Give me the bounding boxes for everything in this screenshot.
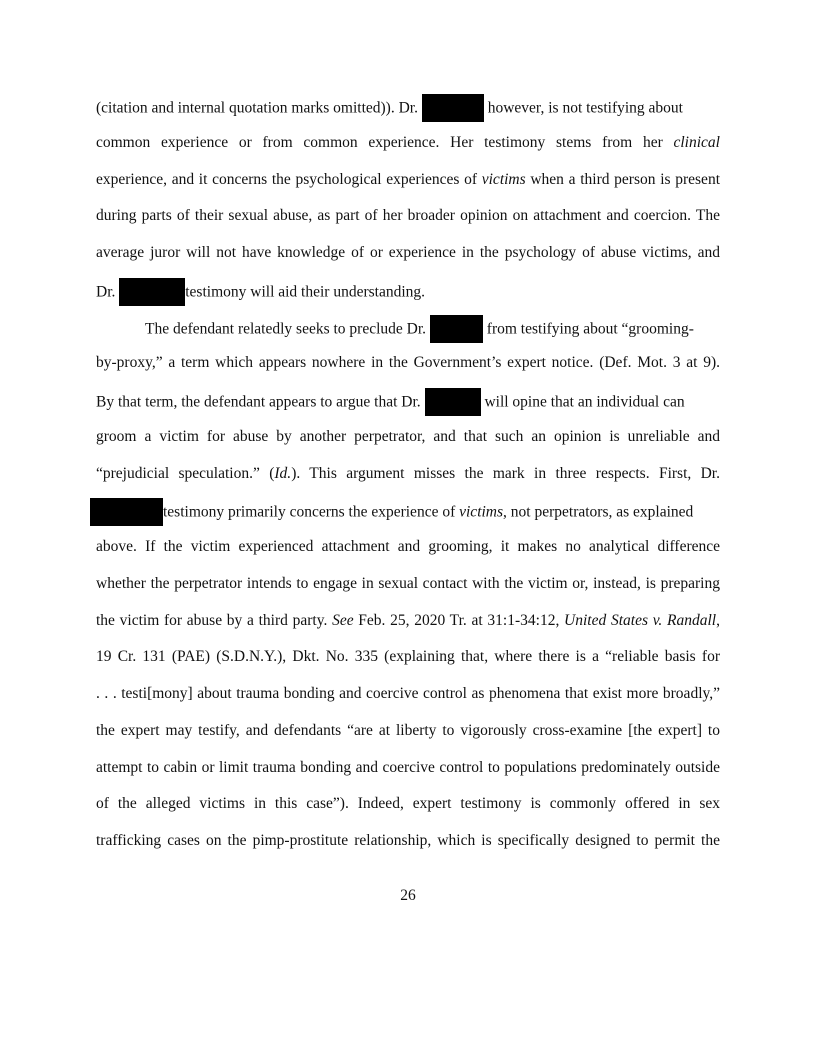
text-line: Dr. testimony will aid their understanding. bbox=[96, 279, 720, 301]
text-line: during parts of their sexual abuse, as part of her broader opinion on attachment and coercion. The bbox=[96, 207, 720, 224]
redaction-box bbox=[425, 388, 481, 416]
text-line: By that term, the defendant appears to argue that Dr. will opine that an individual can bbox=[96, 389, 720, 411]
text-line: common experience or from common experience. Her testimony stems from her clinical bbox=[96, 134, 720, 151]
text-line: experience, and it concerns the psychological experiences of victims when a third person is present bbox=[96, 171, 720, 188]
text-line: (citation and internal quotation marks omitted)). Dr. however, is not testifying about bbox=[96, 95, 720, 117]
text-line: the victim for abuse by a third party. See Feb. 25, 2020 Tr. at 31:1-34:12, United States v. Randall, bbox=[96, 612, 720, 629]
text-line: 19 Cr. 131 (PAE) (S.D.N.Y.), Dkt. No. 335 (explaining that, where there is a “reliable basis for bbox=[96, 648, 720, 665]
text-line: the expert may testify, and defendants “are at liberty to vigorously cross-examine [the expert] to bbox=[96, 722, 720, 739]
text-line: average juror will not have knowledge of or experience in the psychology of abuse victims, and bbox=[96, 244, 720, 261]
text-line: groom a victim for abuse by another perpetrator, and that such an opinion is unreliable and bbox=[96, 428, 720, 445]
redaction-box bbox=[90, 498, 163, 526]
redaction-box bbox=[119, 278, 185, 306]
text-line: testimony primarily concerns the experience of victims, not perpetrators, as explained bbox=[90, 499, 720, 521]
text-line: by-proxy,” a term which appears nowhere in the Government’s expert notice. (Def. Mot. 3 at 9). bbox=[96, 354, 720, 371]
text-line: . . . testi[mony] about trauma bonding and coercive control as phenomena that exist more broadly,” bbox=[96, 685, 720, 702]
text-line: of the alleged victims in this case”). Indeed, expert testimony is commonly offered in sex bbox=[96, 795, 720, 812]
redaction-box bbox=[430, 315, 483, 343]
text-line: “prejudicial speculation.” (Id.). This argument misses the mark in three respects. First, Dr. bbox=[96, 465, 720, 482]
text-line: trafficking cases on the pimp-prostitute relationship, which is specifically designed to permit the bbox=[96, 832, 720, 849]
text-line: above. If the victim experienced attachment and grooming, it makes no analytical difference bbox=[96, 538, 720, 555]
redaction-box bbox=[422, 94, 484, 122]
text-line: The defendant relatedly seeks to preclude Dr. from testifying about “grooming- bbox=[145, 316, 720, 338]
text-line: whether the perpetrator intends to engage in sexual contact with the victim or, instead, is preparing bbox=[96, 575, 720, 592]
page-number: 26 bbox=[400, 887, 416, 904]
text-line: attempt to cabin or limit trauma bonding and coercive control to populations predominately outside bbox=[96, 759, 720, 776]
